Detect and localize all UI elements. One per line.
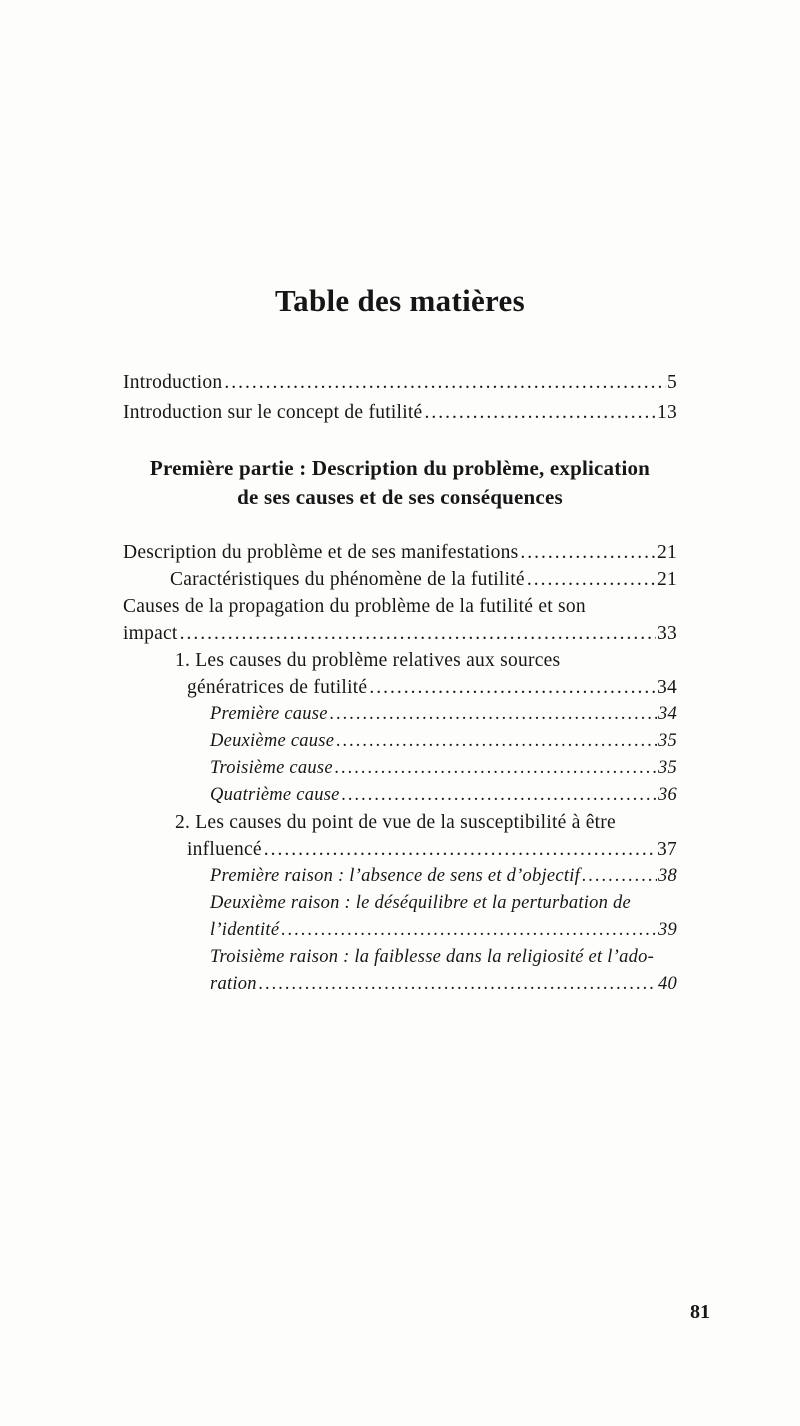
toc-entry-wrap-line <box>123 944 677 971</box>
page-number: 81 <box>690 1301 710 1323</box>
page-title: Table des matières <box>275 283 525 318</box>
toc-entry-text: Première cause <box>210 704 328 724</box>
toc-entry-text: influencé <box>187 839 262 860</box>
toc-entry-text: Caractéristiques du phénomène de la futilité <box>170 569 525 590</box>
toc-entry <box>123 539 677 566</box>
toc-entry-page: 38 <box>658 866 677 886</box>
page-content <box>0 283 800 998</box>
toc-entry-page: 5 <box>667 372 677 393</box>
dot-leader <box>334 728 657 755</box>
toc-entry-page: 34 <box>658 704 677 724</box>
toc-entry-text: génératrices de futilité <box>187 677 368 698</box>
toc-entry <box>123 728 677 755</box>
toc-entry-text: impact <box>123 623 178 644</box>
dot-leader <box>178 620 656 647</box>
toc-entry-page: 13 <box>657 402 677 423</box>
dot-leader <box>422 398 656 428</box>
toc-entry-text: Deuxième raison : le déséquilibre et la perturbation de <box>210 893 632 913</box>
toc-entry <box>123 398 677 428</box>
toc-entry-page: 35 <box>658 758 677 778</box>
toc-entry <box>123 701 677 728</box>
toc-entry-page: 39 <box>658 920 677 940</box>
toc-entry-text: Introduction sur le concept de futilité <box>123 402 423 423</box>
toc-entry-page: 36 <box>658 785 677 805</box>
dot-leader <box>580 863 657 890</box>
book-page <box>0 283 800 1426</box>
toc-entry-text: Description du problème et de ses manifestations <box>123 542 519 563</box>
dot-leader <box>340 782 657 809</box>
toc-entry <box>123 566 677 593</box>
toc-entry <box>123 674 677 701</box>
part-heading-line2: de ses causes et de ses conséquences <box>237 485 563 509</box>
toc-entry-text: Causes de la propagation du problème de la futilité et son <box>123 596 586 617</box>
dot-leader <box>367 674 656 701</box>
dot-leader <box>257 971 657 998</box>
toc-front-matter <box>123 368 677 428</box>
toc-entry <box>123 917 677 944</box>
toc-entry-page: 35 <box>658 731 677 751</box>
toc-entry-text: 2. Les causes du point de vue de la susceptibilité à être <box>175 812 616 833</box>
toc-entry-page: 37 <box>657 839 677 860</box>
toc-entry-text: Troisième cause <box>210 758 333 778</box>
toc-entry-wrap-line <box>123 593 677 620</box>
toc-entry-text: Quatrième cause <box>210 785 340 805</box>
toc-entry-wrap-line <box>123 809 677 836</box>
toc-entry-text: l’identité <box>210 920 280 940</box>
part-heading-line1: Première partie : Description du problème, explication <box>149 456 651 480</box>
toc-entry <box>123 971 677 998</box>
toc-entry-text: ration <box>210 974 257 994</box>
toc-entry-text: Première raison : l’absence de sens et d’objectif <box>210 866 580 886</box>
dot-leader <box>518 539 656 566</box>
toc-entry <box>123 620 677 647</box>
toc-entry-text: Introduction <box>123 372 223 393</box>
dot-leader <box>333 755 657 782</box>
toc-entry-wrap-line <box>123 890 677 917</box>
toc-entry <box>123 368 677 398</box>
toc-list <box>123 539 677 998</box>
part-heading <box>123 454 677 512</box>
toc-entry <box>123 836 677 863</box>
toc-entry <box>123 755 677 782</box>
toc-entry-page: 21 <box>657 542 677 563</box>
dot-leader <box>328 701 657 728</box>
toc-entry <box>123 863 677 890</box>
toc-entry-page: 21 <box>657 569 677 590</box>
toc-entry-text: Troisième raison : la faiblesse dans la religiosité et l’ado- <box>210 947 654 967</box>
toc-entry-page: 34 <box>657 677 677 698</box>
toc-entry-text: 1. Les causes du problème relatives aux sources <box>175 650 561 671</box>
toc-entry <box>123 782 677 809</box>
toc-entry-page: 33 <box>657 623 677 644</box>
toc-entry-text: Deuxième cause <box>210 731 335 751</box>
dot-leader <box>222 368 666 398</box>
toc-entry-wrap-line <box>123 647 677 674</box>
dot-leader <box>279 917 657 944</box>
toc-entry-page: 40 <box>658 974 677 994</box>
dot-leader <box>262 836 656 863</box>
dot-leader <box>525 566 656 593</box>
